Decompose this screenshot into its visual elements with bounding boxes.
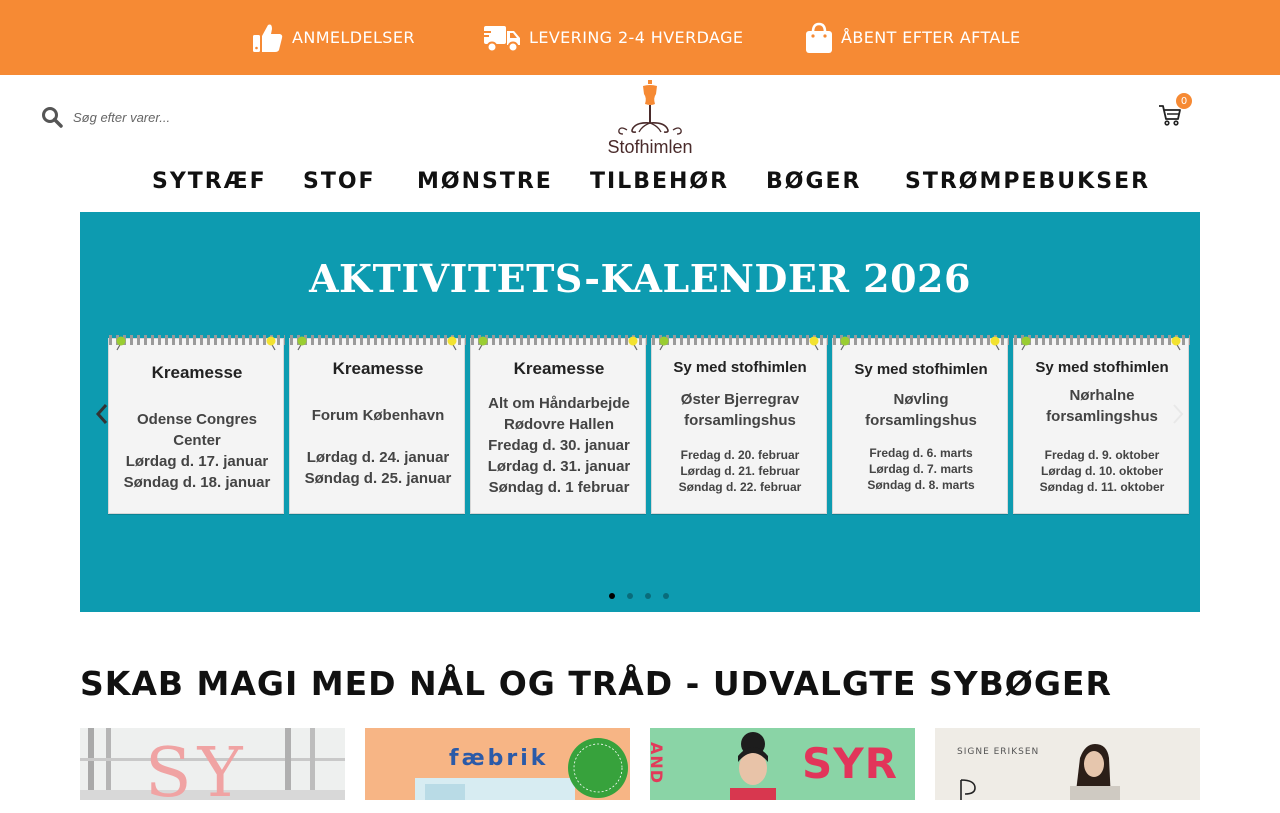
delivery-truck-icon [483, 23, 521, 53]
card-line [296, 426, 460, 447]
slider-dot[interactable] [645, 593, 651, 599]
card-line: Lørdag d. 10. oktober [1040, 464, 1163, 478]
card-line: Fredag d. 30. januar [488, 437, 630, 454]
card-heading: Sy med stofhimlen [854, 361, 988, 378]
slider-pagination [609, 593, 681, 601]
card-heading: Sy med stofhimlen [673, 359, 807, 376]
pushpin-icon [656, 335, 672, 351]
cart-count-badge: 0 [1176, 93, 1192, 109]
pushpin-icon [444, 335, 460, 351]
book-card[interactable] [935, 728, 1200, 800]
card-line: Øster Bjerregrav [680, 391, 800, 408]
main-nav [0, 166, 1280, 198]
card-line: Søndag d. 25. januar [304, 470, 452, 487]
pushpin-icon [837, 335, 853, 351]
calendar-card [289, 338, 465, 514]
nav-item-sytraef[interactable]: SYTRÆF [152, 169, 267, 194]
card-details [477, 393, 641, 498]
slider-prev-button[interactable] [92, 402, 112, 426]
book-card[interactable] [80, 728, 345, 813]
book-side-text: AND [647, 742, 666, 785]
card-place [1020, 385, 1184, 427]
spiral-binding [109, 335, 285, 345]
pushpin-icon [625, 335, 641, 351]
card-line: Nørhalne [1069, 387, 1135, 404]
dress-form-logo-icon [615, 80, 685, 135]
card-line: Forum København [311, 407, 445, 424]
card-line: Lørdag d. 7. marts [868, 462, 974, 476]
slider-dot[interactable] [663, 593, 669, 599]
book-cover-text: fæbrik [449, 746, 549, 771]
card-line: Søndag d. 1 februar [488, 479, 630, 496]
pushpin-icon [294, 335, 310, 351]
pushpin-icon [475, 335, 491, 351]
card-heading: Sy med stofhimlen [1035, 359, 1169, 376]
book-cover-text: SYR [802, 739, 899, 788]
hero-slider [80, 212, 1200, 612]
card-line: Søndag d. 22. februar [678, 480, 802, 494]
card-line: Nøvling [893, 391, 949, 408]
card-line: Lørdag d. 31. januar [487, 458, 631, 475]
section-title: SKAB MAGI MED NÅL OG TRÅD - UDVALGTE SYBØGER [80, 664, 1112, 703]
thumbs-up-icon [252, 22, 284, 54]
slide-title: AKTIVITETS-KALENDER 2026 [309, 256, 971, 301]
card-line: Søndag d. 11. oktober [1039, 480, 1165, 494]
book-cover-image [365, 728, 630, 800]
card-line: Rødovre Hallen [503, 416, 615, 433]
card-line: Lørdag d. 21. februar [680, 464, 800, 478]
spiral-binding [1014, 335, 1190, 345]
card-dates [839, 445, 1003, 493]
reviews-link[interactable] [252, 0, 415, 75]
opening-label: ÅBENT EFTER AFTALE [841, 28, 1021, 47]
nav-item-boger[interactable]: BØGER [766, 169, 862, 194]
top-info-bar [0, 0, 1280, 75]
card-line: Søndag d. 18. januar [123, 474, 271, 491]
search-icon[interactable] [40, 105, 64, 129]
calendar-card [470, 338, 646, 514]
pushpin-icon [263, 335, 279, 351]
card-place [658, 389, 822, 431]
card-line: Søndag d. 8. marts [867, 478, 975, 492]
spiral-binding [471, 335, 647, 345]
slider-dot[interactable] [609, 593, 615, 599]
nav-item-stof[interactable]: STOF [303, 169, 376, 194]
card-dates [658, 447, 822, 495]
card-line: Lørdag d. 17. januar [125, 453, 269, 470]
card-line: Lørdag d. 24. januar [306, 449, 450, 466]
card-heading: Kreamesse [332, 359, 424, 378]
book-card[interactable] [365, 728, 630, 800]
spiral-binding [833, 335, 1009, 345]
calendar-card [832, 338, 1008, 514]
spiral-binding [290, 335, 466, 345]
book-cover-image [935, 728, 1200, 800]
chevron-right-icon [1171, 403, 1185, 425]
card-line: Fredag d. 9. oktober [1044, 448, 1160, 462]
pushpin-icon [113, 335, 129, 351]
spiral-binding [652, 335, 828, 345]
slider-next-button[interactable] [1168, 402, 1188, 426]
nav-item-monstre[interactable]: MØNSTRE [417, 169, 553, 194]
slider-dot[interactable] [627, 593, 633, 599]
book-card[interactable] [647, 728, 915, 800]
card-dates [1020, 447, 1184, 495]
logo-text: Stofhimlen [607, 137, 693, 157]
calendar-card [108, 338, 284, 514]
card-details [296, 405, 460, 489]
search-bar [40, 103, 340, 131]
pushpin-icon [1018, 335, 1034, 351]
card-details [115, 409, 279, 493]
card-line: Center [173, 432, 221, 449]
delivery-label: LEVERING 2-4 HVERDAGE [529, 28, 744, 47]
shopping-bag-icon [805, 22, 833, 54]
card-line: forsamlingshus [1046, 408, 1158, 425]
search-input[interactable] [73, 110, 323, 125]
card-line: Alt om Håndarbejde [488, 395, 630, 412]
site-logo[interactable] [600, 80, 700, 160]
calendar-cards [108, 338, 1194, 514]
card-heading: Kreamesse [513, 359, 605, 378]
card-line: Fredag d. 20. februar [680, 448, 800, 462]
card-line: Fredag d. 6. marts [869, 446, 973, 460]
card-line: Odense Congres [136, 411, 258, 428]
pushpin-icon [806, 335, 822, 351]
card-heading: Kreamesse [151, 363, 243, 382]
book-cover-text: SIGNE ERIKSEN [957, 747, 1040, 757]
nav-item-tilbehor[interactable]: TILBEHØR [590, 169, 730, 194]
reviews-label: ANMELDELSER [292, 28, 415, 47]
chevron-left-icon [95, 403, 109, 425]
book-cover-text: SY [145, 734, 249, 813]
calendar-card [651, 338, 827, 514]
card-line: forsamlingshus [684, 412, 796, 429]
card-line: forsamlingshus [865, 412, 977, 429]
card-place [839, 389, 1003, 431]
opening-info [805, 0, 1021, 75]
pushpin-icon [1168, 335, 1184, 351]
pushpin-icon [987, 335, 1003, 351]
delivery-info [483, 0, 743, 75]
nav-item-strompebukser[interactable]: STRØMPEBUKSER [905, 169, 1151, 194]
calendar-card [1013, 338, 1189, 514]
